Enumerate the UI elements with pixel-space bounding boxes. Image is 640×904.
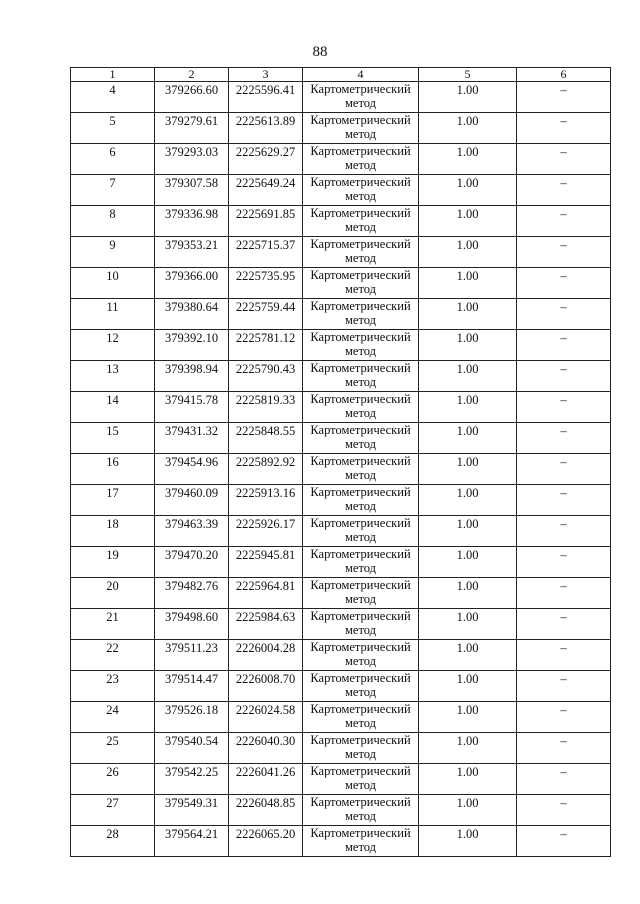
x-coordinate-cell: 379454.96: [155, 454, 229, 485]
point-number-cell: 25: [71, 733, 155, 764]
accuracy-cell: 1.00: [419, 516, 517, 547]
description-cell: –: [517, 795, 611, 826]
y-coordinate-cell: 2225848.55: [229, 423, 303, 454]
description-cell: –: [517, 671, 611, 702]
description-cell: –: [517, 454, 611, 485]
method-cell: Картометрический метод: [303, 733, 419, 764]
accuracy-cell: 1.00: [419, 330, 517, 361]
y-coordinate-cell: 2225945.81: [229, 547, 303, 578]
table-row: [71, 299, 611, 330]
method-cell: Картометрический метод: [303, 485, 419, 516]
table-body: [71, 82, 611, 857]
y-coordinate-cell: 2225691.85: [229, 206, 303, 237]
y-coordinate-cell: 2225629.27: [229, 144, 303, 175]
point-number-cell: 22: [71, 640, 155, 671]
x-coordinate-cell: 379470.20: [155, 547, 229, 578]
accuracy-cell: 1.00: [419, 702, 517, 733]
table-row: [71, 361, 611, 392]
table-row: [71, 516, 611, 547]
point-number-cell: 28: [71, 826, 155, 857]
description-cell: –: [517, 516, 611, 547]
table-row: [71, 268, 611, 299]
x-coordinate-cell: 379540.54: [155, 733, 229, 764]
method-cell: Картометрический метод: [303, 392, 419, 423]
x-coordinate-cell: 379431.32: [155, 423, 229, 454]
description-cell: –: [517, 206, 611, 237]
accuracy-cell: 1.00: [419, 144, 517, 175]
accuracy-cell: 1.00: [419, 361, 517, 392]
point-number-cell: 8: [71, 206, 155, 237]
accuracy-cell: 1.00: [419, 795, 517, 826]
y-coordinate-cell: 2225926.17: [229, 516, 303, 547]
table-row: [71, 609, 611, 640]
x-coordinate-cell: 379542.25: [155, 764, 229, 795]
method-cell: Картометрический метод: [303, 268, 419, 299]
y-coordinate-cell: 2225735.95: [229, 268, 303, 299]
point-number-cell: 23: [71, 671, 155, 702]
description-cell: –: [517, 423, 611, 454]
y-coordinate-cell: 2225715.37: [229, 237, 303, 268]
x-coordinate-cell: 379392.10: [155, 330, 229, 361]
x-coordinate-cell: 379336.98: [155, 206, 229, 237]
table-row: [71, 578, 611, 609]
x-coordinate-cell: 379266.60: [155, 82, 229, 113]
page-number: 88: [312, 44, 328, 60]
table-row: [71, 330, 611, 361]
method-cell: Картометрический метод: [303, 423, 419, 454]
y-coordinate-cell: 2225892.92: [229, 454, 303, 485]
accuracy-cell: 1.00: [419, 671, 517, 702]
description-cell: –: [517, 237, 611, 268]
method-cell: Картометрический метод: [303, 454, 419, 485]
accuracy-cell: 1.00: [419, 640, 517, 671]
method-cell: Картометрический метод: [303, 237, 419, 268]
y-coordinate-cell: 2225819.33: [229, 392, 303, 423]
table-row: [71, 206, 611, 237]
point-number-cell: 11: [71, 299, 155, 330]
description-cell: –: [517, 113, 611, 144]
y-coordinate-cell: 2225964.81: [229, 578, 303, 609]
point-number-cell: 16: [71, 454, 155, 485]
table-row: [71, 640, 611, 671]
description-cell: –: [517, 609, 611, 640]
description-cell: –: [517, 144, 611, 175]
accuracy-cell: 1.00: [419, 299, 517, 330]
table-row: [71, 485, 611, 516]
y-coordinate-cell: 2226048.85: [229, 795, 303, 826]
method-cell: Картометрический метод: [303, 299, 419, 330]
accuracy-cell: 1.00: [419, 454, 517, 485]
table-row: [71, 795, 611, 826]
point-number-cell: 17: [71, 485, 155, 516]
y-coordinate-cell: 2225790.43: [229, 361, 303, 392]
accuracy-cell: 1.00: [419, 206, 517, 237]
table-row: [71, 671, 611, 702]
point-number-cell: 9: [71, 237, 155, 268]
table-row: [71, 733, 611, 764]
method-cell: Картометрический метод: [303, 578, 419, 609]
description-cell: –: [517, 702, 611, 733]
x-coordinate-cell: 379564.21: [155, 826, 229, 857]
method-cell: Картометрический метод: [303, 702, 419, 733]
column-header: 6: [517, 68, 611, 82]
x-coordinate-cell: 379293.03: [155, 144, 229, 175]
table-row: [71, 175, 611, 206]
method-cell: Картометрический метод: [303, 671, 419, 702]
method-cell: Картометрический метод: [303, 206, 419, 237]
y-coordinate-cell: 2225913.16: [229, 485, 303, 516]
accuracy-cell: 1.00: [419, 175, 517, 206]
point-number-cell: 13: [71, 361, 155, 392]
x-coordinate-cell: 379514.47: [155, 671, 229, 702]
point-number-cell: 24: [71, 702, 155, 733]
y-coordinate-cell: 2225613.89: [229, 113, 303, 144]
accuracy-cell: 1.00: [419, 392, 517, 423]
table-row: [71, 144, 611, 175]
x-coordinate-cell: 379279.61: [155, 113, 229, 144]
method-cell: Картометрический метод: [303, 330, 419, 361]
method-cell: Картометрический метод: [303, 175, 419, 206]
accuracy-cell: 1.00: [419, 268, 517, 299]
column-header: 2: [155, 68, 229, 82]
x-coordinate-cell: 379511.23: [155, 640, 229, 671]
table-row: [71, 113, 611, 144]
accuracy-cell: 1.00: [419, 113, 517, 144]
y-coordinate-cell: 2225781.12: [229, 330, 303, 361]
point-number-cell: 27: [71, 795, 155, 826]
x-coordinate-cell: 379498.60: [155, 609, 229, 640]
description-cell: –: [517, 826, 611, 857]
y-coordinate-cell: 2226008.70: [229, 671, 303, 702]
table-row: [71, 392, 611, 423]
y-coordinate-cell: 2225984.63: [229, 609, 303, 640]
point-number-cell: 5: [71, 113, 155, 144]
accuracy-cell: 1.00: [419, 764, 517, 795]
x-coordinate-cell: 379366.00: [155, 268, 229, 299]
table-row: [71, 82, 611, 113]
y-coordinate-cell: 2225596.41: [229, 82, 303, 113]
y-coordinate-cell: 2226041.26: [229, 764, 303, 795]
description-cell: –: [517, 547, 611, 578]
x-coordinate-cell: 379526.18: [155, 702, 229, 733]
table-row: [71, 423, 611, 454]
x-coordinate-cell: 379415.78: [155, 392, 229, 423]
x-coordinate-cell: 379463.39: [155, 516, 229, 547]
table-row: [71, 764, 611, 795]
accuracy-cell: 1.00: [419, 826, 517, 857]
table-header: [71, 68, 611, 82]
point-number-cell: 14: [71, 392, 155, 423]
method-cell: Картометрический метод: [303, 547, 419, 578]
method-cell: Картометрический метод: [303, 795, 419, 826]
y-coordinate-cell: 2226040.30: [229, 733, 303, 764]
x-coordinate-cell: 379482.76: [155, 578, 229, 609]
method-cell: Картометрический метод: [303, 609, 419, 640]
table-row: [71, 237, 611, 268]
description-cell: –: [517, 392, 611, 423]
y-coordinate-cell: 2226004.28: [229, 640, 303, 671]
column-header: 1: [71, 68, 155, 82]
description-cell: –: [517, 733, 611, 764]
point-number-cell: 20: [71, 578, 155, 609]
method-cell: Картометрический метод: [303, 640, 419, 671]
method-cell: Картометрический метод: [303, 361, 419, 392]
column-header: 5: [419, 68, 517, 82]
y-coordinate-cell: 2226024.58: [229, 702, 303, 733]
accuracy-cell: 1.00: [419, 485, 517, 516]
method-cell: Картометрический метод: [303, 144, 419, 175]
point-number-cell: 4: [71, 82, 155, 113]
table-row: [71, 702, 611, 733]
accuracy-cell: 1.00: [419, 733, 517, 764]
header-row: [71, 68, 611, 82]
point-number-cell: 15: [71, 423, 155, 454]
description-cell: –: [517, 361, 611, 392]
coordinates-table: [70, 67, 611, 857]
point-number-cell: 19: [71, 547, 155, 578]
y-coordinate-cell: 2226065.20: [229, 826, 303, 857]
y-coordinate-cell: 2225759.44: [229, 299, 303, 330]
description-cell: –: [517, 268, 611, 299]
point-number-cell: 26: [71, 764, 155, 795]
point-number-cell: 7: [71, 175, 155, 206]
point-number-cell: 21: [71, 609, 155, 640]
point-number-cell: 12: [71, 330, 155, 361]
description-cell: –: [517, 764, 611, 795]
accuracy-cell: 1.00: [419, 423, 517, 454]
accuracy-cell: 1.00: [419, 609, 517, 640]
method-cell: Картометрический метод: [303, 82, 419, 113]
description-cell: –: [517, 82, 611, 113]
column-header: 3: [229, 68, 303, 82]
y-coordinate-cell: 2225649.24: [229, 175, 303, 206]
accuracy-cell: 1.00: [419, 82, 517, 113]
x-coordinate-cell: 379307.58: [155, 175, 229, 206]
table-row: [71, 547, 611, 578]
x-coordinate-cell: 379398.94: [155, 361, 229, 392]
x-coordinate-cell: 379380.64: [155, 299, 229, 330]
point-number-cell: 10: [71, 268, 155, 299]
method-cell: Картометрический метод: [303, 516, 419, 547]
description-cell: –: [517, 299, 611, 330]
accuracy-cell: 1.00: [419, 578, 517, 609]
description-cell: –: [517, 175, 611, 206]
table-row: [71, 454, 611, 485]
method-cell: Картометрический метод: [303, 113, 419, 144]
accuracy-cell: 1.00: [419, 237, 517, 268]
description-cell: –: [517, 578, 611, 609]
description-cell: –: [517, 485, 611, 516]
point-number-cell: 18: [71, 516, 155, 547]
x-coordinate-cell: 379353.21: [155, 237, 229, 268]
description-cell: –: [517, 640, 611, 671]
table-row: [71, 826, 611, 857]
method-cell: Картометрический метод: [303, 764, 419, 795]
accuracy-cell: 1.00: [419, 547, 517, 578]
method-cell: Картометрический метод: [303, 826, 419, 857]
column-header: 4: [303, 68, 419, 82]
x-coordinate-cell: 379460.09: [155, 485, 229, 516]
point-number-cell: 6: [71, 144, 155, 175]
x-coordinate-cell: 379549.31: [155, 795, 229, 826]
description-cell: –: [517, 330, 611, 361]
